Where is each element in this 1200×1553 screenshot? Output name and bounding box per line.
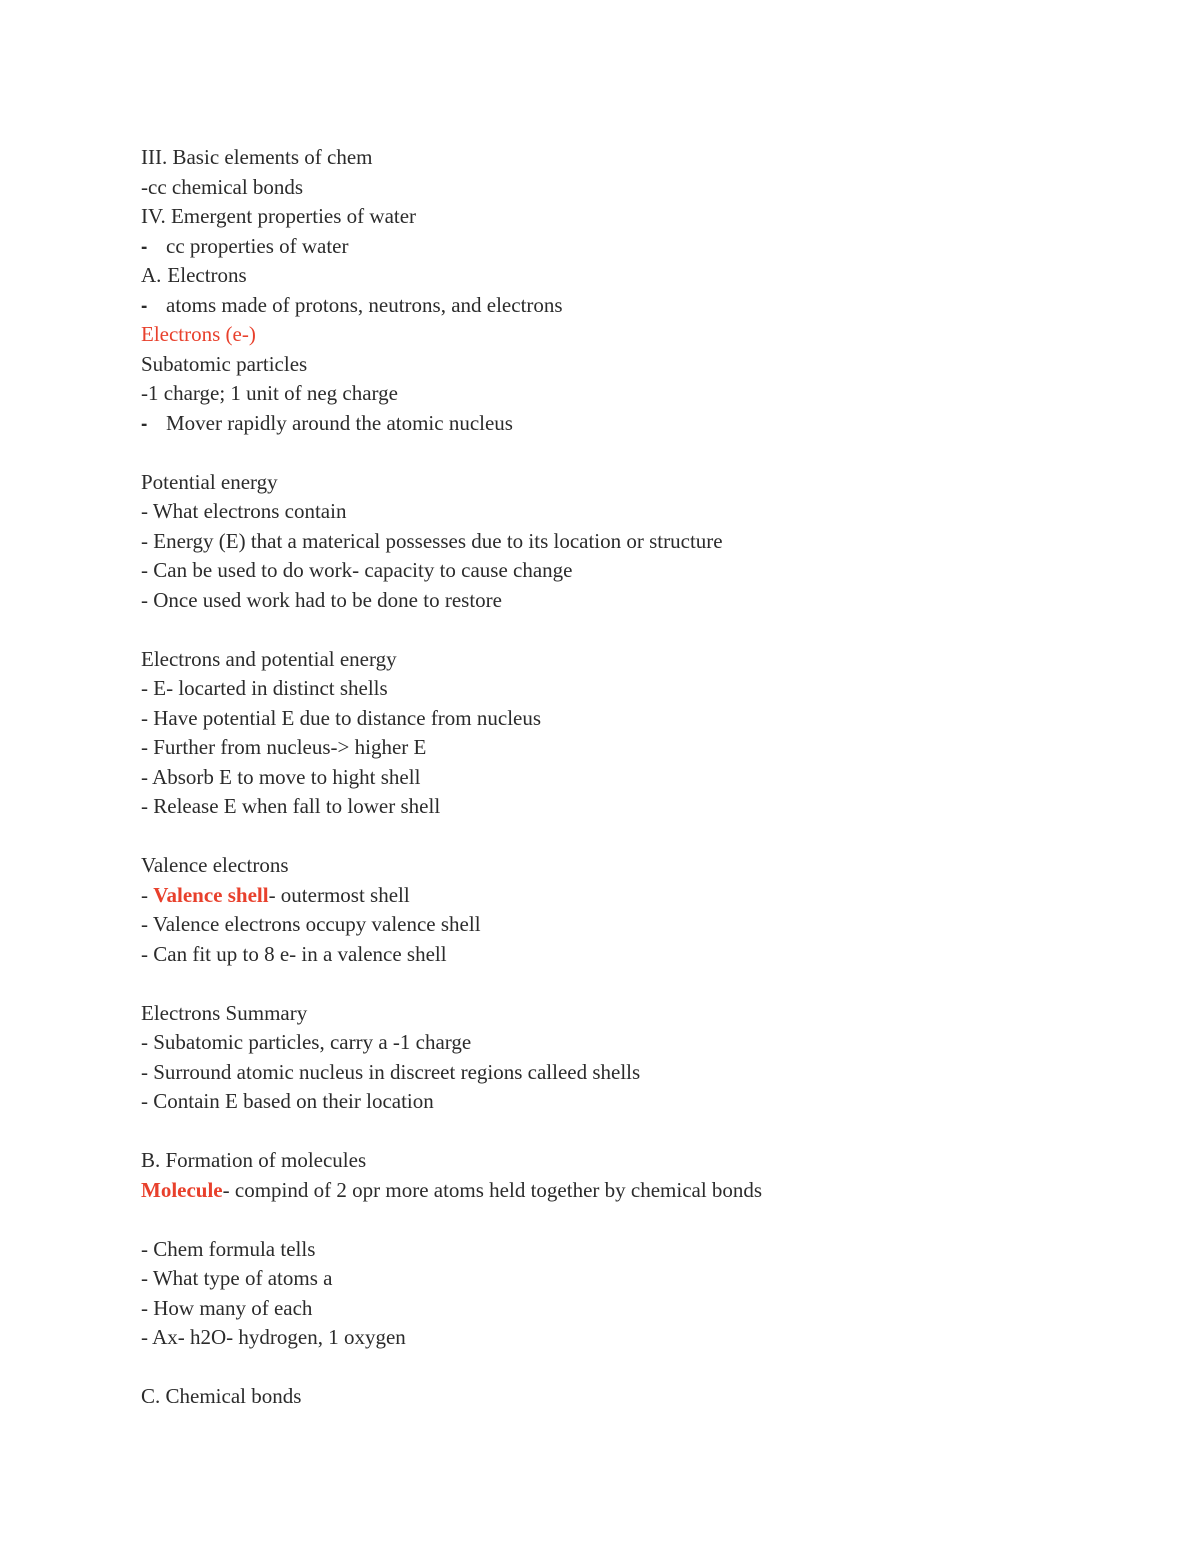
- list-item: - Contain E based on their location: [141, 1089, 434, 1113]
- list-item: - Can fit up to 8 e- in a valence shell: [141, 941, 447, 966]
- list-item: - How many of each: [141, 1295, 313, 1320]
- list-item: - Ax- h2O- hydrogen, 1 oxygen: [141, 1325, 406, 1349]
- dash-bullet-icon: -: [141, 295, 148, 317]
- bullet-line: [141, 291, 1141, 321]
- list-item: - What electrons contain: [141, 499, 347, 523]
- bullet-text: atoms made of protons, neutrons, and electrons: [166, 292, 563, 317]
- list-item: - Have potential E due to distance from nucleus: [141, 705, 542, 730]
- bullet-text: Mover rapidly around the atomic nucleus: [166, 410, 513, 435]
- list-item-valence-shell: [141, 881, 1141, 911]
- heading-electrons-summary: Electrons Summary: [141, 1000, 308, 1025]
- section-heading-electrons-letter: [141, 261, 1141, 291]
- heading-chemical-bonds: C. Chemical bonds: [141, 1384, 302, 1408]
- spacer: [141, 969, 1141, 999]
- outline-line: III. Basic elements of chem: [141, 145, 373, 169]
- spacer: [141, 822, 1141, 852]
- heading-electrons-potential-energy: Electrons and potential energy: [141, 646, 397, 671]
- spacer: [141, 1353, 1141, 1383]
- list-item: - Release E when fall to lower shell: [141, 794, 441, 818]
- heading-valence-electrons: Valence electrons: [141, 853, 289, 877]
- heading-electrons: Electrons (e-): [141, 322, 256, 346]
- spacer: [141, 1205, 1141, 1235]
- list-item: - Valence electrons occupy valence shell: [141, 912, 481, 936]
- heading-potential-energy: Potential energy: [141, 469, 278, 494]
- heading-formation-of-molecules: B. Formation of molecules: [141, 1148, 367, 1172]
- molecule-definition: [141, 1176, 1141, 1206]
- list-item: - Once used work had to be done to restore: [141, 587, 502, 612]
- bullet-line: [141, 409, 1141, 439]
- list-item: - E- locarted in distinct shells: [141, 676, 388, 700]
- list-prefix: -: [141, 882, 154, 907]
- spacer: [141, 1117, 1141, 1147]
- outline-line: IV. Emergent properties of water: [141, 204, 417, 228]
- document-page: [141, 143, 1141, 1412]
- list-item: - Energy (E) that a materical possesses due to its location or structure: [141, 528, 723, 553]
- dash-bullet-icon: -: [141, 413, 148, 435]
- text-line: Subatomic particles: [141, 351, 308, 376]
- outline-letter-text: Electrons: [167, 263, 247, 287]
- text-line: -1 charge; 1 unit of neg charge: [141, 381, 398, 405]
- term-valence-shell: Valence shell: [153, 882, 269, 907]
- list-item: - Subatomic particles, carry a -1 charge: [141, 1030, 472, 1054]
- spacer: [141, 615, 1141, 645]
- list-item: - Can be used to do work- capacity to cause change: [141, 558, 573, 582]
- bullet-text: cc properties of water: [166, 233, 349, 258]
- term-definition: - compind of 2 opr more atoms held together by chemical bonds: [222, 1177, 763, 1202]
- list-item: - What type of atoms a: [141, 1266, 333, 1290]
- spacer: [141, 438, 1141, 468]
- outline-letter: A.: [141, 263, 162, 287]
- list-item: - Chem formula tells: [141, 1236, 316, 1261]
- bullet-line: [141, 232, 1141, 262]
- dash-bullet-icon: -: [141, 236, 148, 258]
- term-definition: - outermost shell: [268, 882, 410, 907]
- list-item: - Absorb E to move to hight shell: [141, 764, 421, 789]
- term-molecule: Molecule: [141, 1177, 223, 1202]
- outline-line: -cc chemical bonds: [141, 174, 304, 199]
- list-item: - Further from nucleus-> higher E: [141, 735, 427, 759]
- list-item: - Surround atomic nucleus in discreet regions calleed shells: [141, 1059, 641, 1084]
